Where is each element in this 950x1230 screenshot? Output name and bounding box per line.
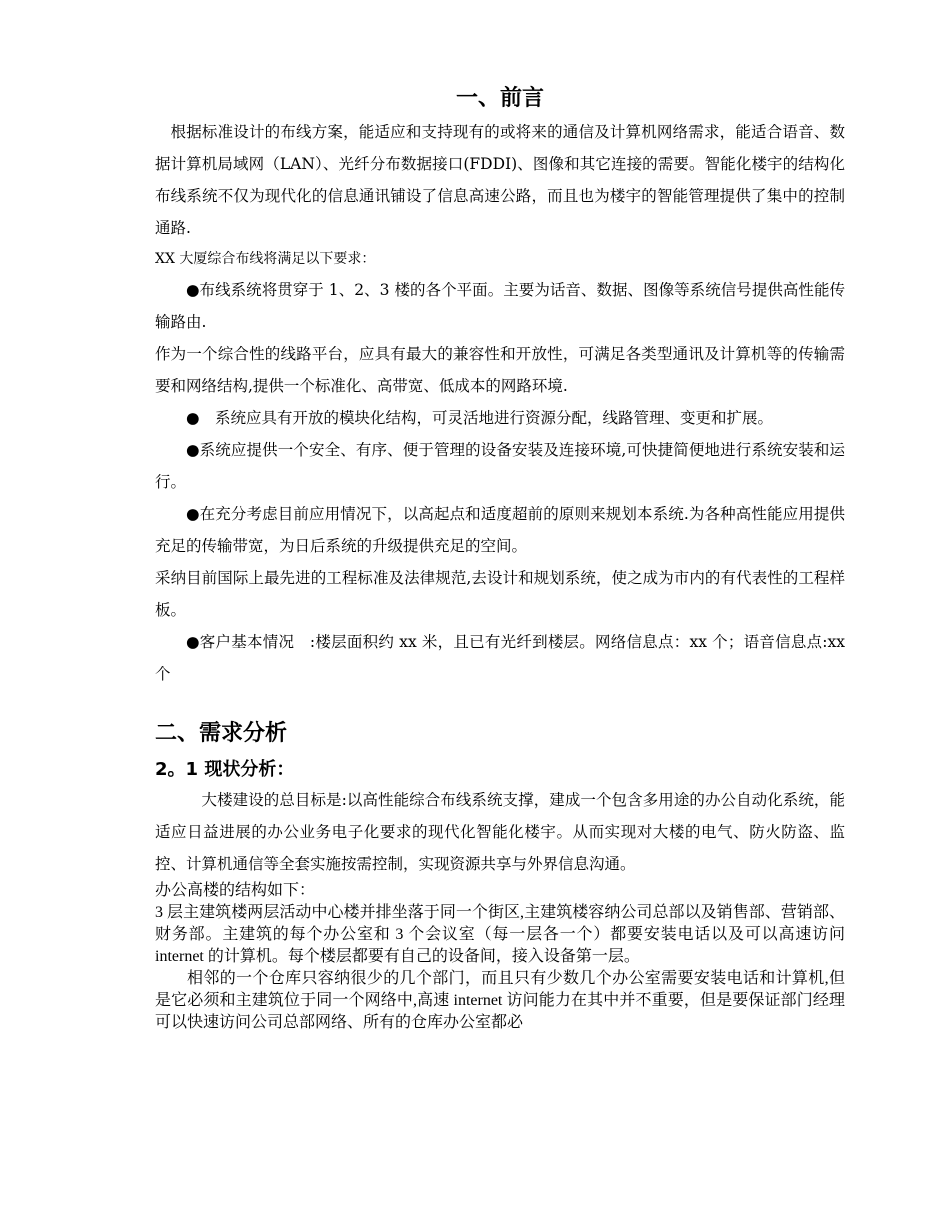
bullet-safe-environment: ●系统应提供一个安全、有序、便于管理的设备安装及连接环境,可快捷简便地进行系统安装和运行。 [155,441,845,491]
section2-heading: 二、需求分析 [155,721,288,746]
goal-paragraph: 大楼建设的总目标是:以高性能综合布线系统支撑，建成一个包含多用途的办公自动化系统，能适应日益进展的办公业务电子化要求的现代化智能化楼宇。从而实现对大楼的电气、防火防盗、监控、计算机通信等全套实施按需控制，实现资源共享与外界信息沟通。 [155,791,845,873]
section1-heading: 一、前言 [455,86,544,111]
bullet-modular: ● 系统应具有开放的模块化结构，可灵活地进行资源分配，线路管理、变更和扩展。 [186,409,774,427]
structure-main-paragraph: 3 层主建筑楼两层活动中心楼并排坐落于同一个街区,主建筑楼容纳公司总部以及销售部、营销部、财务部。主建筑的每个办公室和 3 个会议室（每一层各一个）都要安装电话以及可以高速访问 internet 的计算机。每个楼层都要有自己的设备间，接入设备第一层。 [155,904,845,965]
intro-paragraph: 根据标准设计的布线方案，能适应和支持现有的或将来的通信及计算机网络需求，能适合语音、数据计算机局域网（LAN）、光纤分布数据接口(FDDI)、图像和其它连接的需要。智能化楼宇的结构化布线系统不仅为现代化的信息通讯铺设了信息高速公路，而且也为楼宇的智能管理提供了集中的控制通路. [155,123,845,237]
bullet-planning: ●在充分考虑目前应用情况下，以高起点和适度超前的原则来规划本系统.为各种高性能应用提供充足的传输带宽，为日后系统的升级提供充足的空间。 [155,505,845,555]
structure-lead: 办公高楼的结构如下： [155,882,316,899]
bullet-wiring-floors: ●布线系统将贯穿于 1、2、3 楼的各个平面。主要为话音、数据、图像等系统信号提供高性能传输路由. [155,281,845,331]
subsection-heading: 2。1 现状分析： [155,759,295,780]
structure-warehouse-paragraph: 相邻的一个仓库只容纳很少的几个部门，而且只有少数几个办公室需要安装电话和计算机,但是它必须和主建筑位于同一个网络中,高速 internet 访问能力在其中并不重要，但是要保证部门经理可以快速访问公司总部网络、所有的仓库办公室都必 [155,970,845,1031]
standards-paragraph: 采纳目前国际上最先进的工程标准及法律规范,去设计和规划系统，使之成为市内的有代表性的工程样板。 [155,569,845,619]
bullet-client-info: ●客户基本情况 :楼层面积约 xx 米，且已有光纤到楼层。网络信息点：xx 个；语音信息点:xx 个 [155,633,845,683]
requirements-lead: XX 大厦综合布线将满足以下要求： [155,251,376,267]
document-body [155,82,845,1034]
section-gap [155,690,845,718]
platform-paragraph: 作为一个综合性的线路平台，应具有最大的兼容性和开放性，可满足各类型通讯及计算机等的传输需要和网络结构,提供一个标准化、高带宽、低成本的网路环境. [155,345,845,395]
